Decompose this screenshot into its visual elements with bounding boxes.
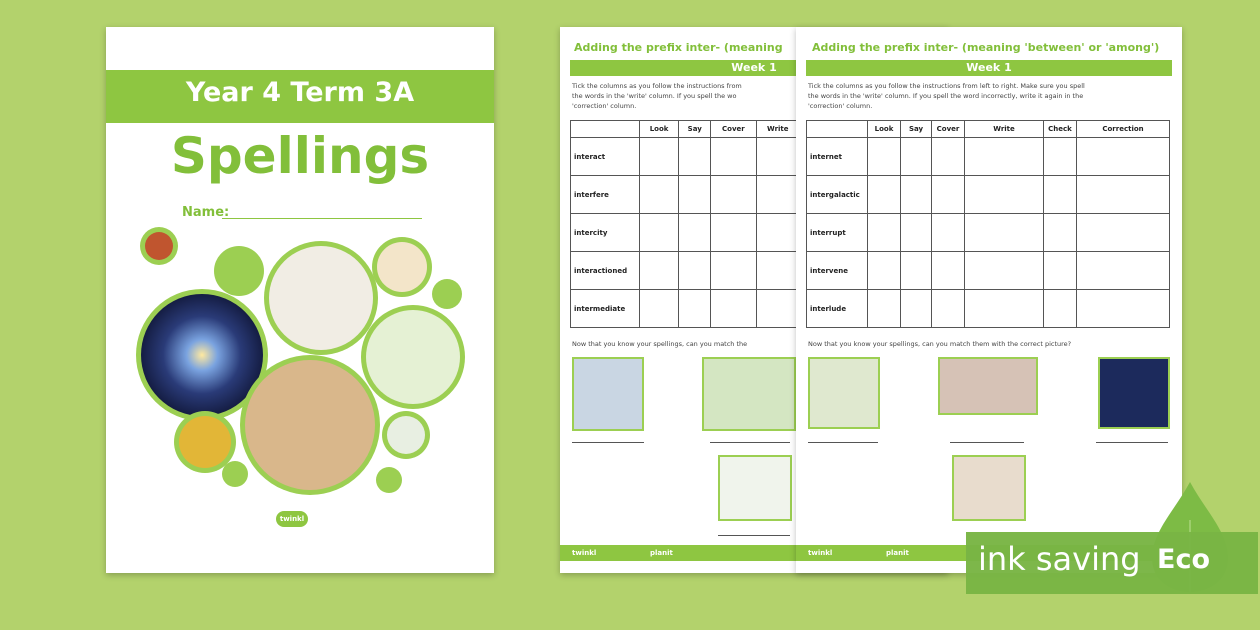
ink-saving-text: ink saving bbox=[978, 540, 1141, 578]
column-header: Say bbox=[901, 121, 932, 138]
column-header bbox=[807, 121, 868, 138]
table-row bbox=[571, 290, 800, 328]
week-banner: Week 1 bbox=[806, 60, 1172, 76]
spelling-table bbox=[570, 120, 800, 328]
match-question: Now that you know your spellings, can you match the bbox=[572, 340, 748, 348]
week-banner: Week 1 bbox=[570, 60, 938, 76]
classroom-circle bbox=[264, 241, 378, 355]
galaxy-picture bbox=[1098, 357, 1170, 429]
column-header: Cover bbox=[932, 121, 965, 138]
name-label: Name: bbox=[182, 205, 230, 220]
talking-picture bbox=[952, 455, 1026, 521]
word-cell: intermediate bbox=[571, 290, 640, 328]
screens-picture bbox=[938, 357, 1038, 415]
twinkl-logo: twinkl bbox=[276, 511, 308, 527]
bottle-circle bbox=[382, 411, 430, 459]
twinkl-logo: twinkl bbox=[808, 549, 833, 557]
small-circle bbox=[222, 461, 248, 487]
column-header: Check bbox=[1044, 121, 1077, 138]
word-cell: interrupt bbox=[807, 214, 868, 252]
answer-line bbox=[1096, 442, 1168, 443]
column-header: Say bbox=[679, 121, 711, 138]
small-circle bbox=[214, 246, 264, 296]
table-row bbox=[571, 214, 800, 252]
table-row bbox=[807, 176, 1170, 214]
word-cell: interact bbox=[571, 138, 640, 176]
twinkl-logo: twinkl bbox=[572, 549, 597, 557]
table-row bbox=[807, 290, 1170, 328]
answer-line bbox=[572, 442, 644, 443]
column-header: Write bbox=[965, 121, 1044, 138]
small-circle bbox=[432, 279, 462, 309]
table-row bbox=[807, 252, 1170, 290]
word-cell: interactioned bbox=[571, 252, 640, 290]
instructions: Tick the columns as you follow the instructions from left to right. Make sure you spell the words in the 'write' column. If you spell the word incorrectly, write it again in the 'correction' column. bbox=[808, 82, 1085, 110]
worksheet-front bbox=[796, 27, 1182, 573]
small-circle bbox=[376, 467, 402, 493]
word-cell: internet bbox=[807, 138, 868, 176]
table-row bbox=[807, 138, 1170, 176]
answer-line bbox=[718, 535, 790, 536]
table-row bbox=[571, 176, 800, 214]
paintbrush-circle bbox=[361, 305, 465, 409]
cover-page bbox=[106, 27, 494, 573]
answer-line bbox=[710, 442, 790, 443]
hand-card-circle bbox=[372, 237, 432, 297]
worksheet-heading: Adding the prefix inter- (meaning 'between' or 'among') bbox=[812, 41, 1160, 54]
pizza-circle bbox=[140, 227, 178, 265]
word-cell: intervene bbox=[807, 252, 868, 290]
column-header: Write bbox=[756, 121, 799, 138]
word-cell: intergalactic bbox=[807, 176, 868, 214]
column-header: Look bbox=[640, 121, 679, 138]
table-row bbox=[807, 214, 1170, 252]
term-title: Year 4 Term 3A bbox=[185, 77, 415, 108]
column-header: Correction bbox=[1077, 121, 1170, 138]
train-picture bbox=[572, 357, 644, 431]
people-picture bbox=[702, 357, 796, 431]
planit-logo: planit bbox=[886, 549, 909, 557]
table-row bbox=[571, 252, 800, 290]
spellings-title: Spellings bbox=[170, 127, 430, 185]
column-header bbox=[571, 121, 640, 138]
spelling-table bbox=[806, 120, 1170, 328]
word-cell: interfere bbox=[571, 176, 640, 214]
planit-logo: planit bbox=[650, 549, 673, 557]
flags-picture bbox=[718, 455, 792, 521]
worksheet-heading: Adding the prefix inter- (meaning bbox=[574, 41, 783, 54]
column-header: Look bbox=[868, 121, 901, 138]
column-header: Cover bbox=[711, 121, 756, 138]
word-cell: intercity bbox=[571, 214, 640, 252]
name-line bbox=[222, 218, 422, 219]
eco-text: Eco bbox=[1157, 544, 1210, 575]
table-row bbox=[571, 138, 800, 176]
hutch-circle bbox=[240, 355, 380, 495]
match-question: Now that you know your spellings, can you match them with the correct picture? bbox=[808, 340, 1072, 348]
dancers-picture bbox=[808, 357, 880, 429]
answer-line bbox=[808, 442, 878, 443]
word-cell: interlude bbox=[807, 290, 868, 328]
answer-line bbox=[950, 442, 1024, 443]
instructions: Tick the columns as you follow the instructions from the words in the 'write' column. If you spell the wo 'correction' column. bbox=[572, 82, 742, 110]
